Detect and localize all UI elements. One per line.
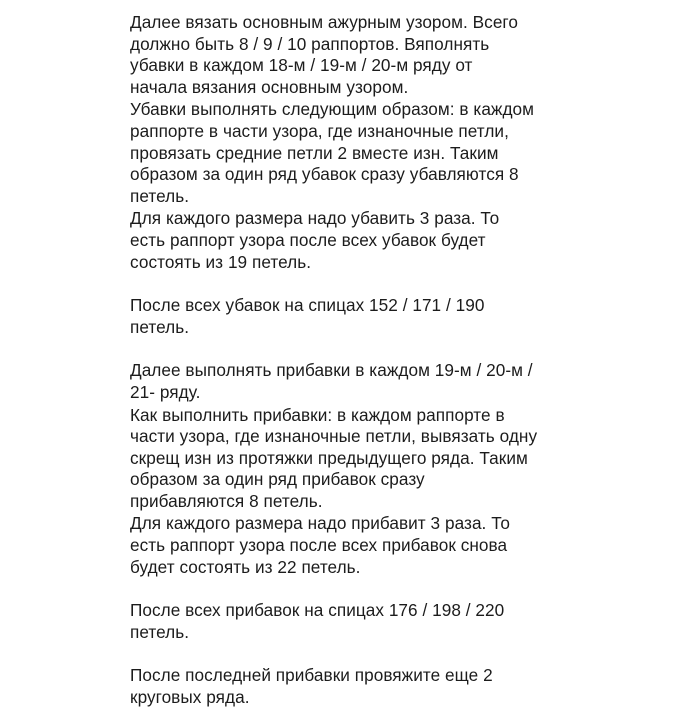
text-line: провязать средние петли 2 вместе изн. Таким — [130, 142, 499, 163]
text-line: После последней прибавки провяжите еще 2 — [130, 665, 493, 686]
document-body — [130, 12, 550, 709]
text-line: раппорте в части узора, где изнаночные петли, — [130, 120, 509, 141]
text-line: круговых ряда. — [130, 687, 250, 708]
text-line: состоять из 19 петель. — [130, 251, 312, 272]
text-line: убавки в каждом 18-м / 19-м / 20-м ряду от — [130, 55, 473, 76]
paragraph-increase-count — [130, 513, 550, 578]
text-line: 21- ряду. — [130, 381, 201, 402]
text-line: образом за один ряд убавок сразу убавляются 8 — [130, 164, 519, 185]
paragraph-after-decreases — [130, 295, 550, 338]
paragraph-decrease-method — [130, 99, 550, 207]
text-line: образом за один ряд прибавок сразу — [130, 469, 425, 490]
text-line: петель. — [130, 185, 190, 206]
paragraph-decrease-count — [130, 208, 550, 273]
text-line: прибавляются 8 петель. — [130, 490, 323, 511]
paragraph-increase-rows — [130, 360, 550, 403]
text-line: Далее выполнять прибавки в каждом 19-м / 20-м / — [130, 360, 533, 381]
text-line: должно быть 8 / 9 / 10 раппортов. Вяполнять — [130, 33, 490, 54]
text-line: Для каждого размера надо убавить 3 раза. То — [130, 208, 500, 229]
text-line: Для каждого размера надо прибавит 3 раза. То — [130, 513, 511, 534]
text-line: части узора, где изнаночные петли, вывязать одну — [130, 426, 538, 447]
text-line: петель. — [130, 316, 190, 337]
text-line: После всех прибавок на спицах 176 / 198 / 220 — [130, 600, 505, 621]
paragraph-pattern-intro — [130, 12, 550, 98]
paragraph-increase-method — [130, 405, 550, 513]
paragraph-after-increases — [130, 600, 550, 643]
paragraph-final-rows — [130, 665, 550, 708]
text-line: Далее вязать основным ажурным узором. Всего — [130, 12, 518, 32]
text-line: скрещ изн из протяжки предыдущего ряда. Таким — [130, 447, 528, 468]
text-line: есть раппорт узора после всех убавок будет — [130, 229, 486, 250]
text-line: Убавки выполнять следующим образом: в каждом — [130, 99, 535, 120]
text-line: Как выполнить прибавки: в каждом раппорте в — [130, 404, 505, 425]
text-line: есть раппорт узора после всех прибавок снова — [130, 535, 508, 556]
text-line: петель. — [130, 621, 190, 642]
text-line: После всех убавок на спицах 152 / 171 / 190 — [130, 295, 485, 316]
text-line: начала вязания основным узором. — [130, 76, 409, 97]
text-line: будет состоять из 22 петель. — [130, 556, 361, 577]
